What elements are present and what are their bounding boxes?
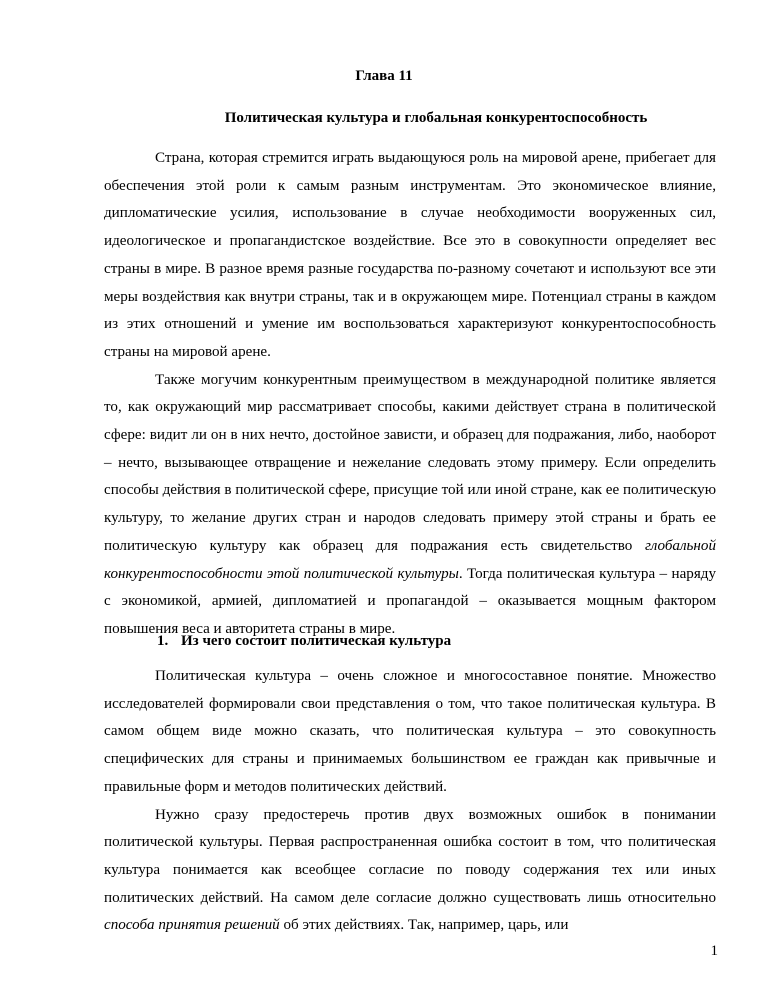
emphasis-text: глобальной конкурентоспособности этой политической культуры: [104, 537, 716, 582]
paragraph-4: Нужно сразу предостеречь против двух возможных ошибок в понимании политической культуры. Первая распространенная ошибка состоит в том, что политическая культура понимается как всеобщее согласие по поводу содержания тех или иных политических действий. На самом деле согласие должно существовать лишь относительно способа принятия решений об этих действиях. Так, например, царь, или: [104, 806, 716, 934]
page-number: 1: [710, 943, 718, 959]
section-heading: [157, 633, 451, 650]
section-block: [104, 663, 716, 940]
paragraph-3: Политическая культура – очень сложное и многосоставное понятие. Множество исследователей формировали свои представления о том, что такое политическая культура. В самом общем виде можно сказать, что политическая культура – это совокупность специфических для страны и принимаемых большинством ее граждан как привычные и правильные форм и методов политических действий.: [104, 668, 716, 795]
paragraph-1: Страна, которая стремится играть выдающуюся роль на мировой арене, прибегает для обеспечения этой роли к самым разным инструментам. Это экономическое влияние, дипломатические усилия, использование в случае необходимости вооруженных сил, идеологическое и пропагандистское воздействие. Все это в совокупности определяет вес страны в мире. В разное время разные государства по-разному сочетают и используют все эти меры воздействия как внутри страны, так и в окружающем мире. Потенциал страны в каждом из этих отношений и умение им воспользоваться характеризуют конкурентоспособность страны на мировой арене.: [104, 150, 716, 360]
section-number: 1.: [157, 633, 169, 649]
intro-block: [104, 145, 716, 644]
chapter-title: Политическая культура и глобальная конкурентоспособность: [224, 110, 648, 126]
paragraph-2: Также могучим конкурентным преимуществом в международной политике является то, как окружающий мир рассматривает способы, какими действует страна в политической сфере: видит ли он в них нечто, достойное зависти, и образец для подражания, либо, наоборот – нечто, вызывающее отвращение и нежелание следовать этому примеру. Если определить способы действия в политической сфере, присущие той или иной стране, как ее политическую культуру, то желание других стран и народов следовать примеру этой страны и брать ее политическую культуру как образец для подражания есть свидетельство глобальной конкурентоспособности этой политической культуры. Тогда политическая культура – наряду с экономикой, армией, дипломатией и пропагандой – оказывается мощным фактором повышения веса и авторитета страны в мире.: [104, 371, 716, 637]
emphasis-text: способа принятия решений: [104, 917, 280, 934]
chapter-heading: Глава 11: [355, 68, 413, 84]
section-title: Из чего состоит политическая культура: [181, 633, 452, 649]
